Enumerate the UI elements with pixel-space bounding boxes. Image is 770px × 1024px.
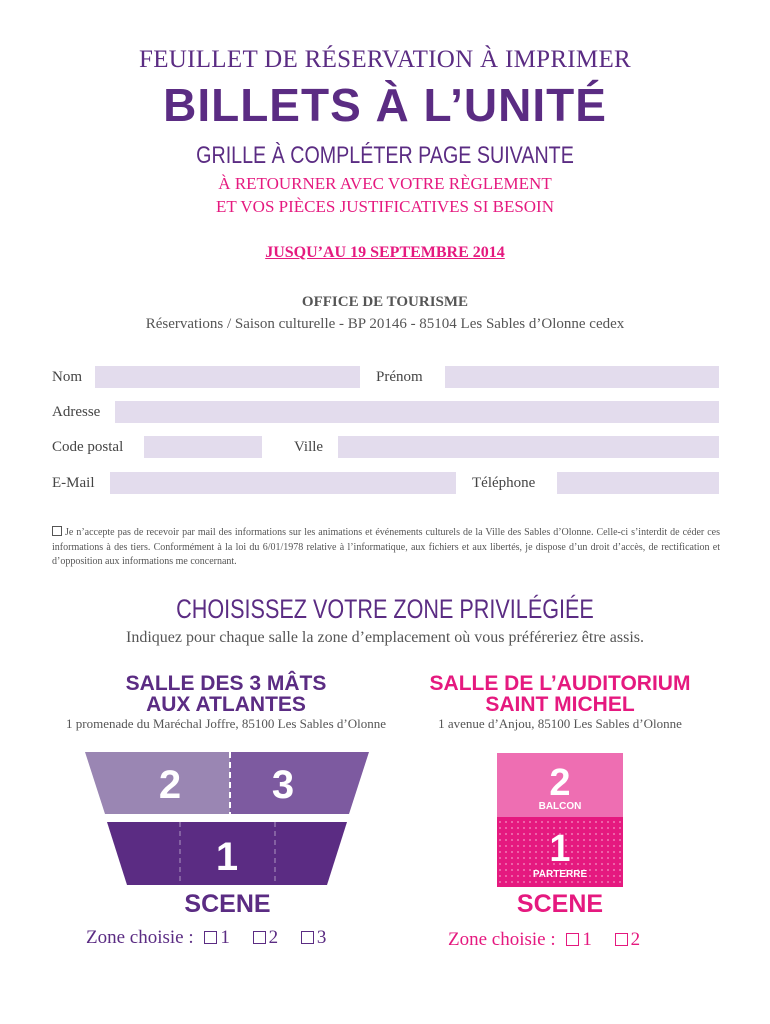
venue2-zone-2-label: 2 — [549, 762, 571, 804]
venue1-name-line2: AUX ATLANTES — [146, 693, 306, 716]
ville-label: Ville — [294, 439, 324, 455]
telephone-label: Téléphone — [472, 475, 536, 491]
venue1-address: 1 promenade du Maréchal Joffre, 85100 Les Sables d’Olonne — [66, 716, 386, 731]
consent-block — [52, 526, 720, 570]
venue2-balcon-label: BALCON — [538, 801, 582, 812]
adresse-field[interactable] — [115, 401, 719, 423]
venue1-option-3[interactable]: 3 — [301, 927, 327, 948]
page-title: BILLETS À L’UNITÉ — [163, 79, 607, 131]
venue1-choice-label: Zone choisie : — [86, 927, 194, 948]
venue2-seating-plan — [497, 753, 623, 887]
return-line-2: ET VOS PIÈCES JUSTIFICATIVES SI BESOIN — [216, 197, 554, 216]
venue1-option-1[interactable]: 1 — [204, 927, 230, 948]
prenom-label: Prénom — [376, 369, 423, 385]
venue2-choice-label: Zone choisie : — [448, 929, 556, 950]
venue1-zone-2[interactable] — [85, 752, 230, 814]
venue1-zone-2-label: 2 — [158, 763, 182, 807]
email-label: E-Mail — [52, 475, 95, 491]
consent-checkbox[interactable] — [52, 526, 62, 536]
zone-section-title: CHOISISSEZ VOTRE ZONE PRIVILÉGIÉE — [176, 594, 594, 624]
consent-text: Je n’accepte pas de recevoir par mail des informations sur les animations et événements culturels de la Ville des Sables d’Olonne. Celle-ci s’interdit de céder ces informations à des tiers. Conformément à la loi du 6/01/1978 relative à l’informatique, aux fichiers et aux libertés, je dispose d’un droit d’accès, de rectification et d’opposition aux informations me concernant. — [52, 527, 720, 567]
venue1-zone-choice — [86, 927, 326, 949]
ville-field[interactable] — [338, 436, 719, 458]
prenom-field[interactable] — [445, 366, 719, 388]
venue1-option-2[interactable]: 2 — [253, 927, 279, 948]
header-line1: FEUILLET DE RÉSERVATION À IMPRIMER — [138, 46, 631, 73]
email-field[interactable] — [110, 472, 456, 494]
office-name: OFFICE DE TOURISME — [301, 294, 469, 310]
code-postal-label: Code postal — [52, 439, 124, 455]
zone-section-subtitle: Indiquez pour chaque salle la zone d’emplacement où vous préféreriez être assis. — [126, 629, 644, 646]
venue1-name-line1: SALLE DES 3 MÂTS — [125, 672, 327, 695]
venue1-zone-3[interactable] — [230, 752, 369, 814]
nom-field[interactable] — [95, 366, 360, 388]
venue1-seating-plan — [85, 752, 370, 886]
venue2-name-line2: SAINT MICHEL — [485, 693, 635, 716]
page-subtitle: GRILLE À COMPLÉTER PAGE SUIVANTE — [196, 142, 574, 169]
venue2-parterre-label: PARTERRE — [532, 869, 588, 880]
venue1-scene-label: SCENE — [184, 890, 271, 918]
venue1-zone-3-label: 3 — [271, 763, 295, 807]
deadline: JUSQU’AU 19 SEPTEMBRE 2014 — [265, 244, 505, 261]
return-line-1: À RETOURNER AVEC VOTRE RÈGLEMENT — [218, 174, 552, 193]
office-address: Réservations / Saison culturelle - BP 20146 - 85104 Les Sables d’Olonne cedex — [145, 316, 625, 332]
venue2-scene-label: SCENE — [516, 890, 604, 918]
code-postal-field[interactable] — [144, 436, 262, 458]
adresse-label: Adresse — [52, 404, 101, 420]
venue1-zone-1-label: 1 — [215, 835, 239, 879]
venue2-address: 1 avenue d’Anjou, 85100 Les Sables d’Olonne — [438, 716, 682, 731]
venue2-zone-choice — [448, 929, 640, 951]
telephone-field[interactable] — [557, 472, 719, 494]
nom-label: Nom — [52, 369, 82, 385]
venue2-option-1[interactable]: 1 — [566, 929, 592, 950]
venue2-zone-1-label: 1 — [549, 828, 571, 870]
venue2-option-2[interactable]: 2 — [615, 929, 641, 950]
venue2-name-line1: SALLE DE L’AUDITORIUM — [429, 672, 691, 695]
